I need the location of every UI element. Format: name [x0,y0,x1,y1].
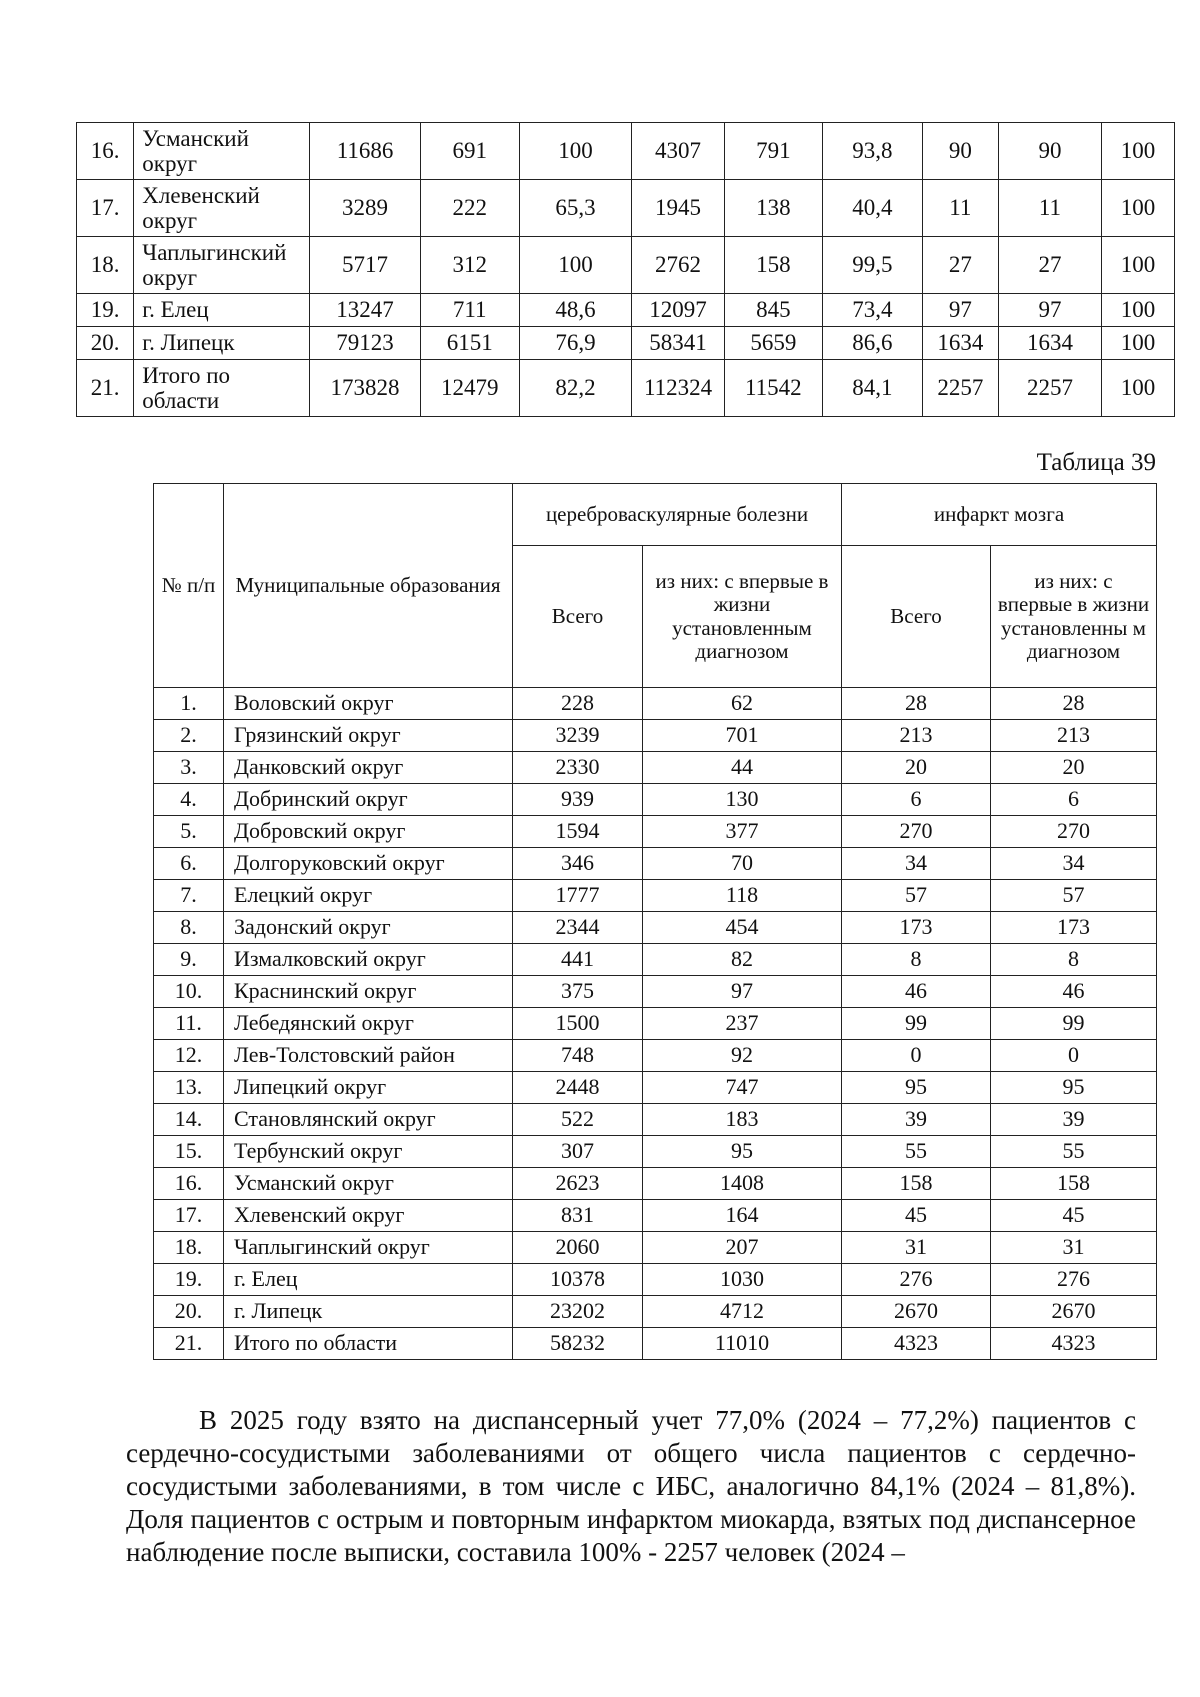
cell-c9: 100 [1102,294,1175,327]
header-cerebrovascular: цереброваскулярные болезни [513,484,842,546]
table-row [154,976,1157,1008]
cell-cvd-total: 939 [513,784,643,816]
cell-c3: 48,6 [519,294,632,327]
table-row [77,237,1175,294]
cell-cvd-total: 2623 [513,1168,643,1200]
table-39 [153,483,1157,1360]
table-row [77,360,1175,417]
cell-cvd-total: 346 [513,848,643,880]
cell-c1: 11686 [310,123,420,180]
cell-c9: 100 [1102,180,1175,237]
cell-c1: 5717 [310,237,420,294]
cell-name: Краснинский округ [224,976,513,1008]
cell-c3: 100 [519,237,632,294]
body-paragraph: В 2025 году взято на диспансерный учет 77,0% (2024 – 77,2%) пациентов с сердечно-сосудистыми заболеваниями от общего числа пациентов с сердечно-сосудистыми заболеваниями, в том числе с ИБС, аналогично 84,1% (2024 – 81,8%). Доля пациентов с острым и повторным инфарктом миокарда, взятых под диспансерное наблюдение после выписки, составила 100% - 2257 человек (2024 – [126,1405,1136,1567]
cell-c4: 112324 [632,360,725,417]
cell-num: 17. [154,1200,224,1232]
cell-name: Усманский округ [134,123,310,180]
cell-c4: 58341 [632,327,725,360]
table-row [154,784,1157,816]
cell-num: 16. [77,123,134,180]
cell-cvd-first: 237 [643,1008,842,1040]
cell-c2: 6151 [420,327,519,360]
cell-c8: 27 [998,237,1101,294]
cell-c8: 1634 [998,327,1101,360]
cell-stroke-first: 31 [991,1232,1157,1264]
cell-name: Грязинский округ [224,720,513,752]
cell-c3: 65,3 [519,180,632,237]
cell-cvd-total: 1777 [513,880,643,912]
cell-c1: 173828 [310,360,420,417]
cell-stroke-first: 276 [991,1264,1157,1296]
cell-num: 14. [154,1104,224,1136]
continuation-table [76,122,1175,417]
cell-name: Добровский округ [224,816,513,848]
cell-c8: 2257 [998,360,1101,417]
cell-num: 10. [154,976,224,1008]
cell-name: Измалковский округ [224,944,513,976]
cell-cvd-first: 95 [643,1136,842,1168]
cell-c2: 222 [420,180,519,237]
cell-c6: 40,4 [822,180,922,237]
cell-cvd-first: 82 [643,944,842,976]
cell-stroke-first: 28 [991,688,1157,720]
cell-c5: 5659 [724,327,822,360]
cell-num: 20. [77,327,134,360]
cell-c5: 158 [724,237,822,294]
cell-c3: 76,9 [519,327,632,360]
table-row [154,1232,1157,1264]
cell-cvd-total: 831 [513,1200,643,1232]
cell-cvd-total: 2344 [513,912,643,944]
cell-cvd-total: 2448 [513,1072,643,1104]
cell-stroke-total: 57 [842,880,991,912]
cell-stroke-total: 34 [842,848,991,880]
cell-name: Лебедянский округ [224,1008,513,1040]
cell-cvd-first: 11010 [643,1328,842,1360]
cell-stroke-total: 20 [842,752,991,784]
cell-name: Долгоруковский округ [224,848,513,880]
cell-num: 13. [154,1072,224,1104]
cell-name: Становлянский округ [224,1104,513,1136]
cell-c2: 12479 [420,360,519,417]
cell-stroke-total: 39 [842,1104,991,1136]
table-row [154,1168,1157,1200]
cell-stroke-first: 8 [991,944,1157,976]
cell-stroke-first: 99 [991,1008,1157,1040]
cell-num: 11. [154,1008,224,1040]
cell-cvd-total: 3239 [513,720,643,752]
cell-cvd-first: 701 [643,720,842,752]
cell-num: 18. [77,237,134,294]
cell-num: 16. [154,1168,224,1200]
cell-stroke-first: 270 [991,816,1157,848]
cell-c1: 13247 [310,294,420,327]
cell-cvd-first: 62 [643,688,842,720]
cell-stroke-first: 46 [991,976,1157,1008]
cell-cvd-first: 183 [643,1104,842,1136]
cell-c7: 2257 [922,360,998,417]
cell-stroke-first: 0 [991,1040,1157,1072]
cell-c1: 3289 [310,180,420,237]
cell-stroke-total: 2670 [842,1296,991,1328]
cell-c2: 691 [420,123,519,180]
cell-c3: 82,2 [519,360,632,417]
cell-name: Елецкий округ [224,880,513,912]
cell-cvd-total: 522 [513,1104,643,1136]
cell-num: 12. [154,1040,224,1072]
cell-cvd-first: 164 [643,1200,842,1232]
cell-cvd-total: 58232 [513,1328,643,1360]
cell-num: 21. [154,1328,224,1360]
cell-stroke-first: 57 [991,880,1157,912]
table-row [154,816,1157,848]
cell-num: 19. [154,1264,224,1296]
cell-cvd-first: 454 [643,912,842,944]
cell-c4: 12097 [632,294,725,327]
header-stroke-first: из них: с впервые в жизни установленны м диагнозом [991,546,1157,688]
cell-name: Итого по области [134,360,310,417]
cell-c5: 845 [724,294,822,327]
cell-c4: 4307 [632,123,725,180]
table-row [77,327,1175,360]
cell-num: 5. [154,816,224,848]
cell-name: Липецкий округ [224,1072,513,1104]
cell-cvd-total: 375 [513,976,643,1008]
header-num: № п/п [154,484,224,688]
cell-stroke-total: 158 [842,1168,991,1200]
cell-stroke-first: 39 [991,1104,1157,1136]
cell-stroke-first: 213 [991,720,1157,752]
cell-c1: 79123 [310,327,420,360]
cell-c5: 138 [724,180,822,237]
cell-stroke-total: 99 [842,1008,991,1040]
table-row [154,912,1157,944]
table-row [154,1008,1157,1040]
cell-cvd-first: 747 [643,1072,842,1104]
cell-stroke-total: 95 [842,1072,991,1104]
cell-cvd-first: 130 [643,784,842,816]
cell-c6: 86,6 [822,327,922,360]
cell-num: 21. [77,360,134,417]
cell-c7: 97 [922,294,998,327]
cell-num: 15. [154,1136,224,1168]
cell-num: 7. [154,880,224,912]
cell-cvd-first: 4712 [643,1296,842,1328]
cell-c8: 97 [998,294,1101,327]
cell-cvd-first: 92 [643,1040,842,1072]
cell-stroke-first: 55 [991,1136,1157,1168]
cell-cvd-first: 97 [643,976,842,1008]
table-row [154,1104,1157,1136]
table-row [154,752,1157,784]
cell-c6: 84,1 [822,360,922,417]
cell-c9: 100 [1102,123,1175,180]
cell-c7: 27 [922,237,998,294]
cell-name: Хлевенский округ [224,1200,513,1232]
cell-name: г. Липецк [134,327,310,360]
cell-cvd-first: 118 [643,880,842,912]
cell-stroke-total: 173 [842,912,991,944]
table-row [154,1264,1157,1296]
cell-cvd-total: 10378 [513,1264,643,1296]
cell-num: 18. [154,1232,224,1264]
cell-cvd-first: 1030 [643,1264,842,1296]
cell-stroke-total: 213 [842,720,991,752]
cell-c6: 99,5 [822,237,922,294]
cell-c8: 90 [998,123,1101,180]
cell-stroke-first: 2670 [991,1296,1157,1328]
cell-c2: 711 [420,294,519,327]
cell-name: Задонский округ [224,912,513,944]
cell-num: 8. [154,912,224,944]
cell-cvd-first: 1408 [643,1168,842,1200]
table-row [154,1200,1157,1232]
cell-stroke-first: 20 [991,752,1157,784]
cell-name: Тербунский округ [224,1136,513,1168]
cell-c7: 90 [922,123,998,180]
cell-stroke-first: 34 [991,848,1157,880]
table-caption: Таблица 39 [1036,449,1156,476]
header-municipality: Муниципальные образования [224,484,513,688]
cell-c9: 100 [1102,237,1175,294]
cell-cvd-first: 70 [643,848,842,880]
cell-c9: 100 [1102,327,1175,360]
cell-stroke-first: 95 [991,1072,1157,1104]
cell-num: 9. [154,944,224,976]
header-cvd-first: из них: с впервые в жизни установленным диагнозом [643,546,842,688]
cell-stroke-total: 55 [842,1136,991,1168]
cell-cvd-first: 377 [643,816,842,848]
table-row [154,880,1157,912]
cell-c6: 93,8 [822,123,922,180]
cell-cvd-total: 228 [513,688,643,720]
cell-cvd-total: 441 [513,944,643,976]
cell-stroke-first: 173 [991,912,1157,944]
cell-name: Хлевенский округ [134,180,310,237]
cell-c4: 2762 [632,237,725,294]
cell-name: г. Липецк [224,1296,513,1328]
cell-c7: 1634 [922,327,998,360]
table-row [154,720,1157,752]
header-stroke-total: Всего [842,546,991,688]
cell-c5: 11542 [724,360,822,417]
cell-num: 1. [154,688,224,720]
cell-cvd-total: 23202 [513,1296,643,1328]
table-row [154,1136,1157,1168]
cell-num: 2. [154,720,224,752]
cell-stroke-total: 45 [842,1200,991,1232]
cell-stroke-first: 45 [991,1200,1157,1232]
cell-c7: 11 [922,180,998,237]
table-row [154,1296,1157,1328]
cell-name: Воловский округ [224,688,513,720]
cell-stroke-total: 46 [842,976,991,1008]
cell-name: Чаплыгинский округ [224,1232,513,1264]
cell-stroke-total: 8 [842,944,991,976]
cell-cvd-total: 748 [513,1040,643,1072]
cell-name: Чаплыгинский округ [134,237,310,294]
cell-cvd-total: 1594 [513,816,643,848]
table-row [154,848,1157,880]
cell-c4: 1945 [632,180,725,237]
cell-cvd-total: 1500 [513,1008,643,1040]
cell-c8: 11 [998,180,1101,237]
cell-num: 20. [154,1296,224,1328]
cell-stroke-first: 4323 [991,1328,1157,1360]
cell-cvd-total: 2060 [513,1232,643,1264]
table-row [77,180,1175,237]
cell-stroke-first: 6 [991,784,1157,816]
cell-cvd-first: 44 [643,752,842,784]
table-row [154,1072,1157,1104]
cell-stroke-total: 0 [842,1040,991,1072]
header-stroke: инфаркт мозга [842,484,1157,546]
cell-stroke-total: 270 [842,816,991,848]
table-row [154,688,1157,720]
table-row [77,123,1175,180]
table-row [154,1040,1157,1072]
cell-num: 19. [77,294,134,327]
cell-stroke-total: 6 [842,784,991,816]
cell-name: г. Елец [224,1264,513,1296]
table-row [77,294,1175,327]
cell-cvd-total: 307 [513,1136,643,1168]
cell-stroke-first: 158 [991,1168,1157,1200]
cell-stroke-total: 28 [842,688,991,720]
cell-num: 17. [77,180,134,237]
cell-c6: 73,4 [822,294,922,327]
header-cvd-total: Всего [513,546,643,688]
cell-name: Данковский округ [224,752,513,784]
cell-cvd-total: 2330 [513,752,643,784]
cell-num: 4. [154,784,224,816]
cell-stroke-total: 276 [842,1264,991,1296]
cell-num: 3. [154,752,224,784]
cell-c5: 791 [724,123,822,180]
cell-c2: 312 [420,237,519,294]
cell-name: Добринский округ [224,784,513,816]
cell-c3: 100 [519,123,632,180]
cell-name: Лев-Толстовский район [224,1040,513,1072]
cell-stroke-total: 31 [842,1232,991,1264]
cell-name: г. Елец [134,294,310,327]
cell-num: 6. [154,848,224,880]
cell-cvd-first: 207 [643,1232,842,1264]
cell-c9: 100 [1102,360,1175,417]
table-row [154,1328,1157,1360]
cell-name: Усманский округ [224,1168,513,1200]
table-row [154,944,1157,976]
cell-stroke-total: 4323 [842,1328,991,1360]
cell-name: Итого по области [224,1328,513,1360]
